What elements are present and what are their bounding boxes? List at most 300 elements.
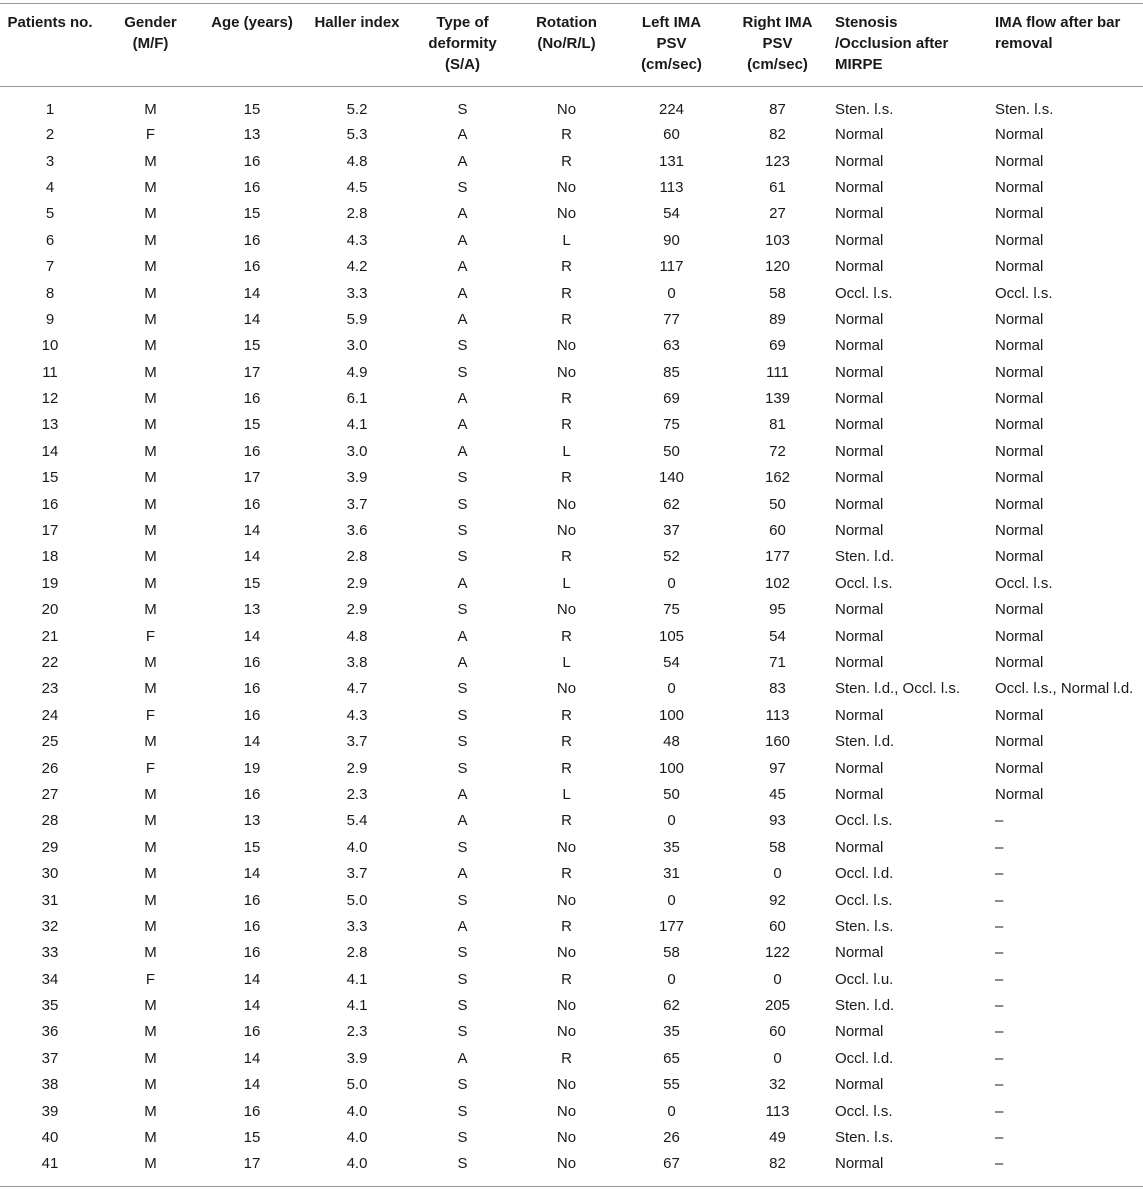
cell-haller-index: 2.8 — [346, 944, 368, 962]
table-row — [0, 808, 1143, 834]
cell-rotation: R — [561, 706, 572, 724]
cell-stenosis-occlusion: Sten. l.d. — [835, 997, 895, 1015]
cell-stenosis-occlusion: Occl. l.s. — [835, 574, 893, 592]
cell-gender: M — [144, 231, 157, 249]
cell-ima-flow: Normal — [995, 759, 1044, 777]
cell-patient-no: 15 — [41, 469, 59, 487]
cell-right-ima-psv: 89 — [769, 310, 786, 328]
cell-deformity-type: A — [457, 865, 468, 883]
cell-haller-index: 5.2 — [346, 100, 368, 118]
cell-right-ima-psv: 58 — [769, 838, 786, 856]
cell-gender: M — [144, 1155, 157, 1173]
cell-right-ima-psv: 177 — [764, 548, 791, 566]
cell-rotation: L — [562, 574, 571, 592]
cell-right-ima-psv: 160 — [764, 733, 791, 751]
cell-right-ima-psv: 87 — [769, 100, 786, 118]
cell-age: 14 — [243, 733, 261, 751]
cell-rotation: R — [561, 548, 572, 566]
table-row — [0, 676, 1143, 702]
cell-age: 14 — [243, 1076, 261, 1094]
cell-age: 14 — [243, 522, 261, 540]
cell-haller-index: 4.3 — [346, 706, 368, 724]
cell-patient-no: 23 — [41, 680, 59, 698]
cell-patient-no: 18 — [41, 548, 59, 566]
cell-ima-flow: – — [995, 1129, 1004, 1147]
cell-rotation: No — [556, 997, 577, 1015]
table-row — [0, 280, 1143, 306]
cell-gender: F — [145, 759, 156, 777]
cell-right-ima-psv: 69 — [769, 337, 786, 355]
cell-haller-index: 2.9 — [346, 759, 368, 777]
cell-gender: M — [144, 100, 157, 118]
cell-rotation: No — [556, 1155, 577, 1173]
cell-ima-flow: Normal — [995, 654, 1044, 671]
cell-left-ima-psv: 131 — [658, 152, 685, 170]
cell-right-ima-psv: 113 — [765, 1102, 790, 1120]
cell-ima-flow: – — [995, 1023, 1004, 1041]
cell-gender: M — [144, 284, 157, 302]
header-rotation — [514, 0, 619, 87]
table-row — [0, 1046, 1143, 1072]
cell-stenosis-occlusion: Occl. l.s. — [835, 812, 893, 830]
cell-gender: M — [144, 601, 157, 619]
cell-rotation: No — [556, 1129, 577, 1147]
cell-haller-index: 4.7 — [346, 680, 368, 698]
cell-gender: M — [144, 1023, 157, 1041]
cell-stenosis-occlusion: Normal — [835, 495, 884, 513]
cell-age: 16 — [243, 654, 261, 671]
header-line: IMA flow after bar — [995, 14, 1121, 31]
cell-right-ima-psv: 97 — [769, 759, 786, 777]
cell-right-ima-psv: 60 — [769, 1023, 786, 1041]
cell-gender: M — [144, 574, 157, 592]
cell-left-ima-psv: 50 — [663, 442, 680, 460]
cell-ima-flow: Normal — [995, 178, 1044, 196]
cell-haller-index: 3.3 — [346, 284, 368, 302]
cell-stenosis-occlusion: Occl. l.d. — [835, 865, 894, 883]
table-row — [0, 623, 1143, 649]
cell-age: 16 — [243, 1102, 261, 1120]
cell-deformity-type: A — [457, 205, 468, 223]
cell-stenosis-occlusion: Normal — [835, 178, 884, 196]
cell-rotation: No — [556, 363, 577, 381]
cell-haller-index: 3.7 — [346, 865, 368, 883]
cell-rotation: No — [556, 891, 577, 909]
cell-right-ima-psv: 0 — [773, 970, 782, 988]
cell-deformity-type: S — [457, 1129, 468, 1147]
header-line: PSV — [656, 35, 687, 52]
cell-stenosis-occlusion: Sten. l.d., Occl. l.s. — [835, 680, 961, 698]
cell-right-ima-psv: 49 — [769, 1129, 786, 1147]
cell-age: 14 — [243, 1049, 261, 1067]
table-row — [0, 835, 1143, 861]
table-row — [0, 333, 1143, 359]
cell-rotation: R — [561, 284, 572, 302]
header-line: Rotation — [536, 14, 597, 31]
cell-age: 16 — [243, 178, 261, 196]
cell-age: 14 — [243, 284, 261, 302]
header-patients-no — [0, 0, 100, 87]
cell-gender: F — [145, 627, 156, 645]
cell-deformity-type: S — [457, 680, 468, 698]
cell-stenosis-occlusion: Normal — [835, 944, 884, 962]
cell-rotation: L — [562, 654, 571, 671]
header-line: (cm/sec) — [641, 56, 702, 73]
cell-patient-no: 2 — [45, 126, 55, 144]
cell-deformity-type: S — [457, 997, 468, 1015]
cell-haller-index: 3.0 — [346, 442, 368, 460]
header-ima-flow-after-removal — [991, 0, 1143, 87]
table-row — [0, 122, 1143, 148]
cell-stenosis-occlusion: Occl. l.s. — [835, 891, 893, 909]
cell-patient-no: 27 — [41, 785, 59, 803]
table-bottom-rule — [0, 1186, 1143, 1187]
cell-deformity-type: S — [457, 759, 468, 777]
header-line: (No/R/L) — [537, 35, 596, 52]
cell-deformity-type: S — [457, 337, 468, 355]
table-row — [0, 307, 1143, 333]
cell-patient-no: 20 — [41, 601, 59, 619]
cell-rotation: R — [561, 310, 572, 328]
cell-gender: M — [144, 1076, 157, 1094]
cell-stenosis-occlusion: Sten. l.s. — [835, 917, 894, 935]
header-age — [201, 0, 303, 87]
cell-gender: M — [144, 416, 157, 434]
cell-patient-no: 39 — [41, 1102, 59, 1120]
cell-gender: F — [145, 706, 156, 724]
cell-ima-flow: Normal — [995, 601, 1044, 619]
cell-right-ima-psv: 61 — [769, 178, 786, 196]
cell-gender: M — [144, 522, 157, 540]
cell-haller-index: 4.8 — [346, 627, 368, 645]
cell-age: 15 — [243, 838, 261, 856]
cell-gender: M — [144, 205, 157, 223]
header-right-ima-psv — [724, 0, 831, 87]
cell-deformity-type: S — [457, 1102, 468, 1120]
header-line: Patients no. — [7, 14, 93, 31]
cell-patient-no: 16 — [41, 495, 59, 513]
cell-ima-flow: Normal — [995, 258, 1044, 276]
cell-patient-no: 17 — [41, 522, 59, 540]
cell-ima-flow: Normal — [995, 548, 1044, 566]
cell-patient-no: 12 — [41, 390, 59, 408]
cell-ima-flow: – — [995, 1102, 1004, 1120]
cell-left-ima-psv: 117 — [659, 258, 684, 276]
cell-rotation: No — [556, 838, 577, 856]
cell-stenosis-occlusion: Normal — [835, 416, 884, 434]
cell-gender: M — [144, 1049, 157, 1067]
cell-left-ima-psv: 54 — [663, 205, 680, 223]
cell-rotation: No — [556, 337, 577, 355]
cell-ima-flow: Occl. l.s. — [995, 284, 1053, 302]
cell-patient-no: 30 — [41, 865, 59, 883]
cell-age: 16 — [243, 258, 261, 276]
cell-left-ima-psv: 75 — [663, 416, 680, 434]
cell-ima-flow: Normal — [995, 310, 1044, 328]
cell-gender: M — [144, 337, 157, 355]
header-line: Stenosis — [835, 14, 898, 31]
table-row — [0, 148, 1143, 174]
cell-ima-flow: Normal — [995, 733, 1044, 751]
cell-deformity-type: A — [457, 627, 468, 645]
table-row — [0, 1125, 1143, 1151]
cell-ima-flow: – — [995, 865, 1004, 883]
cell-gender: M — [144, 733, 157, 751]
cell-deformity-type: A — [457, 231, 468, 249]
cell-haller-index: 5.0 — [346, 891, 368, 909]
cell-ima-flow: Normal — [995, 363, 1044, 381]
cell-age: 14 — [243, 865, 261, 883]
header-line: removal — [995, 35, 1053, 52]
cell-patient-no: 7 — [45, 258, 55, 276]
cell-rotation: R — [561, 1049, 572, 1067]
cell-deformity-type: A — [457, 917, 468, 935]
cell-patient-no: 1 — [45, 100, 55, 118]
cell-haller-index: 4.1 — [346, 416, 368, 434]
table-row — [0, 729, 1143, 755]
cell-gender: M — [144, 917, 157, 935]
table-row — [0, 703, 1143, 729]
cell-patient-no: 21 — [41, 627, 59, 645]
cell-haller-index: 4.8 — [346, 152, 368, 170]
table-row — [0, 201, 1143, 227]
cell-left-ima-psv: 35 — [663, 838, 680, 856]
cell-haller-index: 5.4 — [346, 812, 368, 830]
cell-haller-index: 4.0 — [346, 838, 368, 856]
cell-right-ima-psv: 83 — [769, 680, 786, 698]
cell-left-ima-psv: 62 — [663, 997, 680, 1015]
table-row — [0, 782, 1143, 808]
cell-stenosis-occlusion: Normal — [835, 706, 884, 724]
cell-patient-no: 34 — [41, 970, 59, 988]
cell-age: 13 — [243, 812, 261, 830]
cell-age: 16 — [243, 785, 261, 803]
header-line: PSV — [762, 35, 793, 52]
cell-patient-no: 28 — [41, 812, 59, 830]
cell-deformity-type: S — [457, 1076, 468, 1094]
cell-left-ima-psv: 54 — [663, 654, 680, 671]
cell-patient-no: 4 — [45, 178, 55, 196]
cell-deformity-type: A — [457, 442, 468, 460]
cell-rotation: L — [562, 442, 571, 460]
cell-stenosis-occlusion: Normal — [835, 1023, 884, 1041]
cell-left-ima-psv: 105 — [658, 627, 685, 645]
cell-deformity-type: S — [457, 733, 468, 751]
cell-gender: M — [144, 152, 157, 170]
cell-age: 16 — [243, 390, 261, 408]
cell-right-ima-psv: 32 — [769, 1076, 786, 1094]
cell-deformity-type: S — [457, 548, 468, 566]
cell-age: 15 — [243, 100, 261, 118]
cell-ima-flow: Normal — [995, 126, 1044, 144]
cell-stenosis-occlusion: Occl. l.s. — [835, 1102, 893, 1120]
cell-left-ima-psv: 35 — [663, 1023, 680, 1041]
cell-right-ima-psv: 113 — [765, 706, 790, 724]
table-row — [0, 228, 1143, 254]
cell-right-ima-psv: 54 — [769, 627, 786, 645]
cell-left-ima-psv: 100 — [658, 706, 685, 724]
cell-patient-no: 3 — [45, 152, 55, 170]
header-line: (cm/sec) — [747, 56, 808, 73]
header-line: Gender — [124, 14, 177, 31]
cell-patient-no: 38 — [41, 1076, 59, 1094]
cell-haller-index: 4.9 — [346, 363, 368, 381]
cell-patient-no: 41 — [41, 1155, 59, 1173]
cell-right-ima-psv: 82 — [769, 126, 786, 144]
cell-rotation: R — [561, 126, 572, 144]
cell-gender: M — [144, 654, 157, 671]
cell-right-ima-psv: 50 — [769, 495, 786, 513]
cell-age: 16 — [243, 917, 261, 935]
cell-ima-flow: – — [995, 1076, 1004, 1094]
cell-haller-index: 3.0 — [346, 337, 368, 355]
cell-left-ima-psv: 31 — [663, 865, 680, 883]
cell-right-ima-psv: 60 — [769, 917, 786, 935]
cell-stenosis-occlusion: Normal — [835, 310, 884, 328]
cell-ima-flow: Occl. l.s., Normal l.d. — [995, 680, 1134, 698]
table-row — [0, 861, 1143, 887]
cell-ima-flow: Occl. l.s. — [995, 574, 1053, 592]
cell-age: 14 — [243, 548, 261, 566]
cell-stenosis-occlusion: Normal — [835, 1155, 884, 1173]
cell-deformity-type: S — [457, 469, 468, 487]
cell-haller-index: 5.9 — [346, 310, 368, 328]
cell-rotation: No — [556, 178, 577, 196]
table-row — [0, 755, 1143, 781]
cell-right-ima-psv: 45 — [769, 785, 786, 803]
cell-left-ima-psv: 224 — [658, 100, 685, 118]
cell-rotation: L — [562, 231, 571, 249]
cell-left-ima-psv: 55 — [663, 1076, 680, 1094]
table-row — [0, 254, 1143, 280]
header-line: (M/F) — [132, 35, 169, 52]
cell-left-ima-psv: 90 — [663, 231, 680, 249]
header-line: Age (years) — [211, 14, 293, 31]
cell-rotation: R — [561, 970, 572, 988]
cell-rotation: No — [556, 1023, 577, 1041]
cell-haller-index: 2.3 — [346, 1023, 368, 1041]
cell-deformity-type: A — [457, 812, 468, 830]
cell-right-ima-psv: 60 — [769, 522, 786, 540]
cell-patient-no: 31 — [41, 891, 59, 909]
cell-age: 17 — [243, 469, 261, 487]
cell-ima-flow: – — [995, 917, 1004, 935]
header-deformity-type — [411, 0, 514, 87]
cell-haller-index: 3.9 — [346, 1049, 368, 1067]
cell-patient-no: 5 — [45, 205, 55, 223]
table-row — [0, 386, 1143, 412]
cell-patient-no: 24 — [41, 706, 59, 724]
cell-stenosis-occlusion: Normal — [835, 601, 884, 619]
cell-ima-flow: Normal — [995, 627, 1044, 645]
cell-rotation: R — [561, 416, 572, 434]
cell-left-ima-psv: 63 — [663, 337, 680, 355]
cell-haller-index: 3.7 — [346, 733, 368, 751]
cell-left-ima-psv: 37 — [663, 522, 680, 540]
table-row — [0, 544, 1143, 570]
cell-stenosis-occlusion: Normal — [835, 759, 884, 777]
cell-haller-index: 5.3 — [346, 126, 368, 144]
cell-ima-flow: Normal — [995, 337, 1044, 355]
cell-haller-index: 4.5 — [346, 178, 368, 196]
cell-deformity-type: S — [457, 495, 468, 513]
cell-haller-index: 4.0 — [346, 1129, 368, 1147]
cell-patient-no: 40 — [41, 1129, 59, 1147]
cell-gender: M — [144, 469, 157, 487]
cell-deformity-type: A — [457, 574, 468, 592]
cell-ima-flow: Normal — [995, 495, 1044, 513]
cell-left-ima-psv: 48 — [663, 733, 680, 751]
cell-ima-flow: – — [995, 1049, 1004, 1067]
cell-haller-index: 3.8 — [346, 654, 368, 671]
header-line: Left IMA — [641, 14, 702, 31]
cell-left-ima-psv: 140 — [658, 469, 685, 487]
table-row — [0, 967, 1143, 993]
cell-stenosis-occlusion: Occl. l.s. — [835, 284, 893, 302]
cell-stenosis-occlusion: Sten. l.d. — [835, 548, 895, 566]
cell-stenosis-occlusion: Normal — [835, 258, 884, 276]
cell-ima-flow: – — [995, 944, 1004, 962]
cell-deformity-type: A — [457, 654, 468, 671]
cell-stenosis-occlusion: Sten. l.s. — [835, 100, 894, 118]
cell-left-ima-psv: 85 — [663, 363, 680, 381]
cell-gender: M — [144, 944, 157, 962]
cell-left-ima-psv: 65 — [663, 1049, 680, 1067]
cell-gender: M — [144, 1129, 157, 1147]
cell-gender: M — [144, 442, 157, 460]
cell-deformity-type: S — [457, 891, 468, 909]
cell-deformity-type: S — [457, 1023, 468, 1041]
cell-right-ima-psv: 102 — [764, 574, 791, 592]
cell-age: 16 — [243, 706, 261, 724]
cell-age: 16 — [243, 442, 261, 460]
cell-haller-index: 6.1 — [346, 390, 368, 408]
cell-patient-no: 22 — [41, 654, 59, 671]
cell-rotation: R — [561, 917, 572, 935]
table-row — [0, 914, 1143, 940]
cell-rotation: No — [556, 1076, 577, 1094]
cell-right-ima-psv: 103 — [764, 231, 791, 249]
cell-ima-flow: – — [995, 997, 1004, 1015]
table-row — [0, 571, 1143, 597]
cell-haller-index: 4.0 — [346, 1102, 368, 1120]
table-row — [0, 175, 1143, 201]
cell-rotation: R — [561, 865, 572, 883]
cell-left-ima-psv: 0 — [667, 970, 676, 988]
cell-right-ima-psv: 205 — [764, 997, 791, 1015]
cell-left-ima-psv: 113 — [659, 178, 684, 196]
header-line: Haller index — [314, 14, 400, 31]
cell-gender: M — [144, 680, 157, 698]
cell-ima-flow: Sten. l.s. — [995, 100, 1054, 118]
cell-right-ima-psv: 122 — [764, 944, 791, 962]
cell-gender: M — [144, 812, 157, 830]
cell-age: 14 — [243, 997, 261, 1015]
cell-ima-flow: – — [995, 812, 1004, 830]
cell-right-ima-psv: 0 — [773, 865, 782, 883]
cell-stenosis-occlusion: Normal — [835, 785, 884, 803]
table-row — [0, 360, 1143, 386]
cell-right-ima-psv: 0 — [773, 1049, 782, 1067]
cell-deformity-type: A — [457, 416, 468, 434]
cell-stenosis-occlusion: Occl. l.u. — [835, 970, 894, 988]
table-row — [0, 518, 1143, 544]
cell-haller-index: 3.9 — [346, 469, 368, 487]
cell-age: 17 — [243, 363, 261, 381]
cell-left-ima-psv: 0 — [667, 680, 676, 698]
cell-ima-flow: Normal — [995, 442, 1044, 460]
cell-stenosis-occlusion: Normal — [835, 442, 884, 460]
